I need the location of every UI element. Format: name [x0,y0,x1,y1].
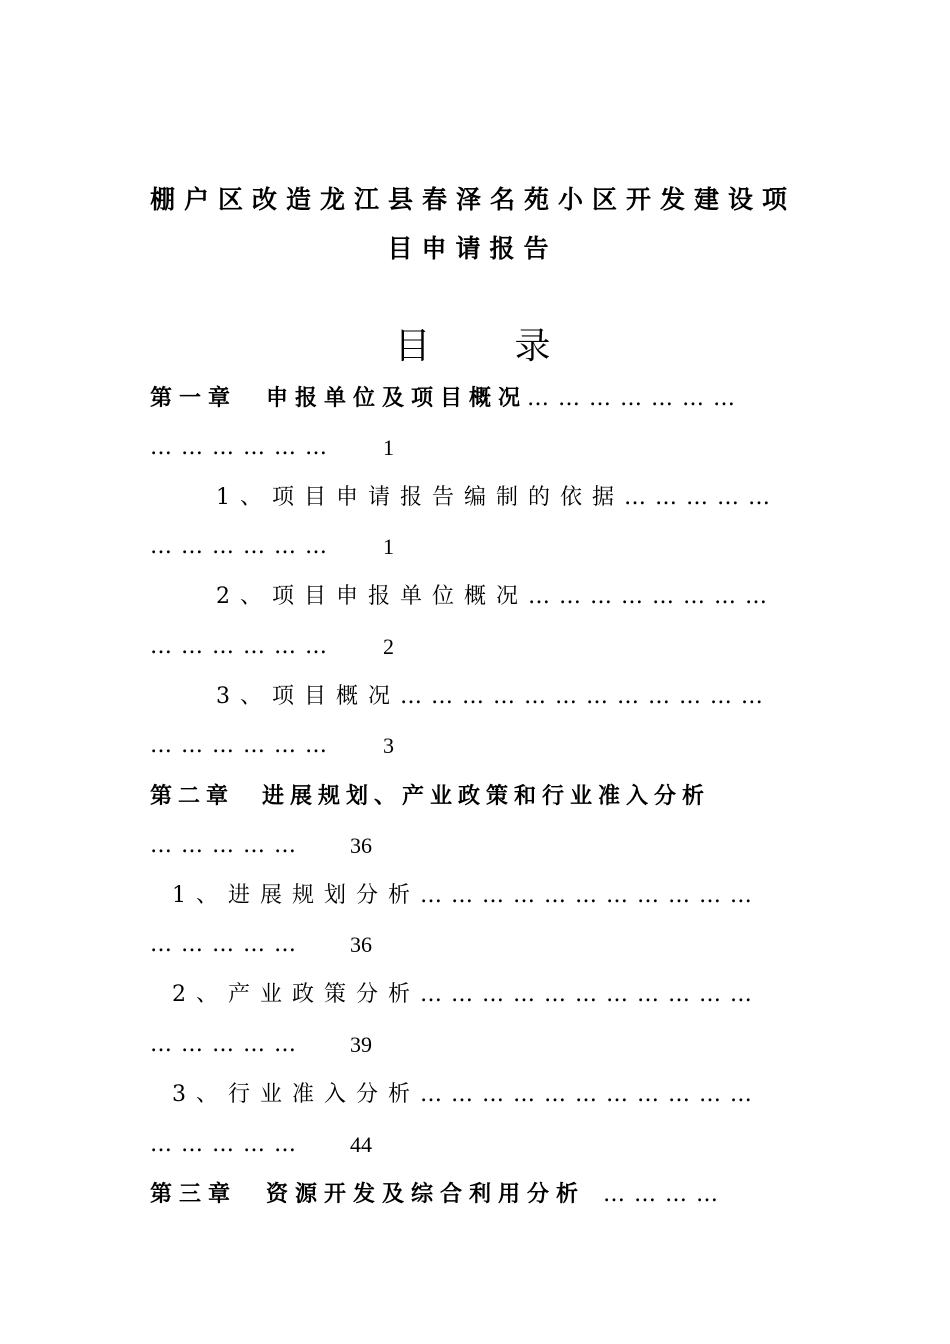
toc-entry-continuation [150,831,296,861]
toc-page-number: 1 [383,534,394,559]
toc-page-number: 36 [350,932,372,957]
toc-entry-label: 1、项目申请报告编制的依据 [216,485,624,510]
toc-entry-section-1-2[interactable] [216,582,767,612]
toc-leader-dots: … … … … … … [150,534,327,559]
toc-entry-label: 2、产业政策分析 [172,982,420,1007]
document-title-line-1: 棚户区改造龙江县春泽名苑小区开发建设项 [150,185,797,214]
toc-leader-dots: … … … … … … [150,435,327,460]
toc-leader-dots: … … … … … … … … … … … … [400,684,763,709]
toc-page-number: 39 [350,1032,372,1057]
toc-entry-section-2-2[interactable] [172,980,752,1010]
toc-page-number: 36 [350,833,372,858]
toc-entry-chapter-2[interactable] [150,782,710,812]
toc-entry-continuation [150,930,296,960]
toc-entry-section-2-3[interactable] [172,1080,752,1110]
toc-entry-continuation [150,532,327,562]
toc-entry-label: 第二章 进展规划、产业政策和行业准入分析 [150,784,711,809]
toc-entry-continuation [150,1130,296,1160]
toc-entry-section-2-1[interactable] [172,881,752,911]
toc-entry-continuation [150,433,327,463]
toc-leader-dots: … … … … … [624,485,770,510]
toc-entry-continuation [150,731,327,761]
toc-leader-dots: … … … … … … … … [528,584,767,609]
toc-leader-dots: … … … … … … [150,634,327,659]
toc-page-number: 3 [383,733,394,758]
toc-leader-dots: … … … … … [150,1032,296,1057]
toc-leader-dots: … … … … [603,1182,718,1207]
toc-entry-chapter-3[interactable] [150,1180,718,1210]
toc-leader-dots: … … … … … … [150,733,327,758]
toc-page-number: 2 [383,634,394,659]
toc-entry-section-1-3[interactable] [216,682,763,712]
toc-leader-dots: … … … … … [150,833,296,858]
toc-leader-dots: … … … … … … … … … … … [420,1082,752,1107]
toc-page-number: 1 [383,435,394,460]
toc-entry-section-1-1[interactable] [216,483,770,513]
toc-entry-label: 1、进展规划分析 [172,883,420,908]
toc-leader-dots: … … … … … … … … … … … [420,883,752,908]
toc-leader-dots: … … … … … … … [527,386,735,411]
toc-page-number: 44 [350,1132,372,1157]
toc-entry-label: 3、行业准入分析 [172,1082,420,1107]
toc-entry-label: 第一章 申报单位及项目概况 [150,386,528,411]
toc-leader-dots: … … … … … … … … … … … [420,982,752,1007]
document-title-line-2: 目申请报告 [387,234,558,263]
toc-entry-continuation [150,1030,296,1060]
toc-entry-label: 第三章 资源开发及综合利用分析 [150,1182,586,1207]
toc-entry-label: 2、项目申报单位概况 [216,584,528,609]
toc-leader-dots: … … … … … [150,932,296,957]
toc-heading: 目录 [394,326,635,367]
toc-entry-continuation [150,632,327,662]
toc-leader-dots: … … … … … [150,1132,296,1157]
toc-entry-label: 3、项目概况 [216,684,400,709]
toc-entry-chapter-1[interactable] [150,384,735,414]
